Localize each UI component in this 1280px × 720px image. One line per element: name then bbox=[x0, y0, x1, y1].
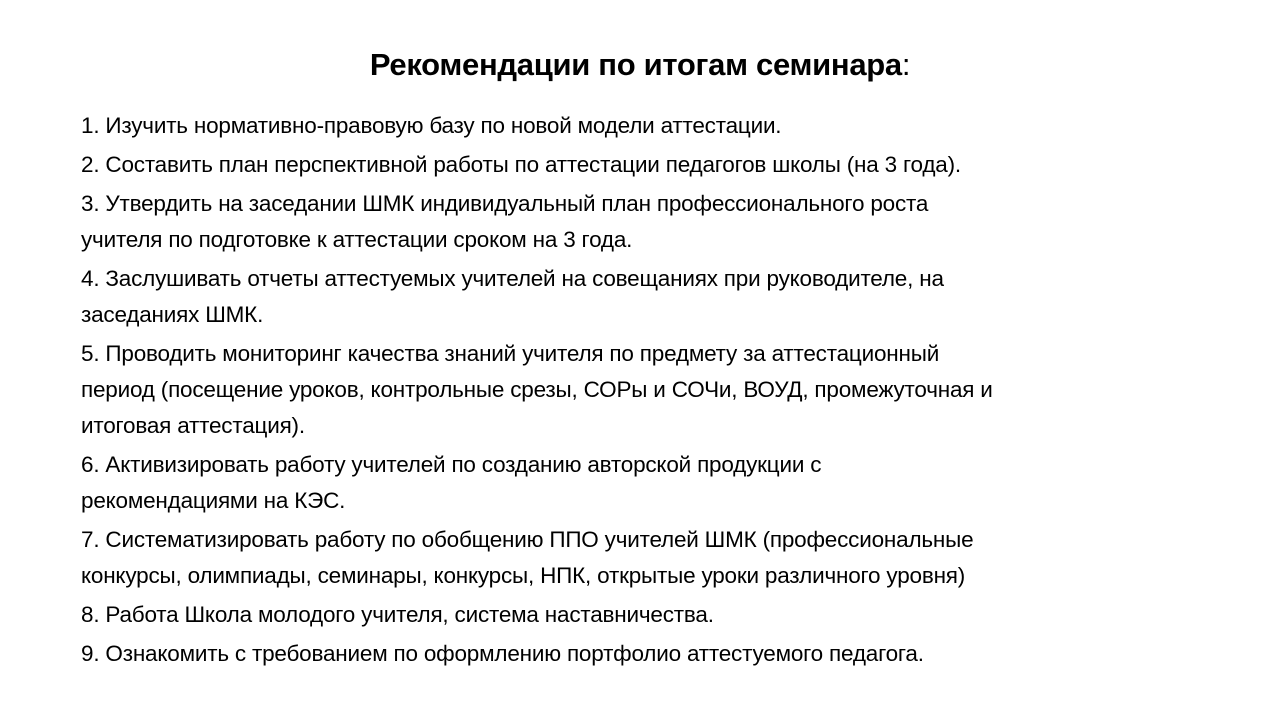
recommendation-item-8 bbox=[81, 597, 1221, 633]
recommendation-line: 2. Составить план перспективной работы по аттестации педагогов школы (на 3 года). bbox=[81, 152, 961, 177]
slide-title-colon: : bbox=[901, 47, 911, 82]
slide-title-text: Рекомендации по итогам семинара bbox=[369, 47, 902, 82]
recommendation-line: 6. Активизировать работу учителей по созданию авторской продукции с bbox=[81, 452, 822, 477]
recommendation-item-5 bbox=[81, 336, 1221, 444]
slide-title bbox=[0, 45, 1280, 85]
recommendation-line: 5. Проводить мониторинг качества знаний учителя по предмету за аттестационный bbox=[81, 341, 940, 366]
recommendation-item-9 bbox=[81, 636, 1221, 672]
recommendation-line: 9. Ознакомить с требованием по оформлению портфолио аттестуемого педагога. bbox=[81, 641, 924, 666]
recommendation-item-2 bbox=[81, 147, 1221, 183]
recommendation-line: учителя по подготовке к аттестации сроком на 3 года. bbox=[81, 227, 633, 252]
recommendation-item-7 bbox=[81, 522, 1221, 594]
recommendation-line: 7. Систематизировать работу по обобщению ППО учителей ШМК (профессиональные bbox=[81, 527, 974, 552]
recommendation-line: заседаниях ШМК. bbox=[81, 302, 264, 327]
recommendation-item-6 bbox=[81, 447, 1221, 519]
recommendations-list bbox=[81, 108, 1221, 675]
recommendation-line: рекомендациями на КЭС. bbox=[81, 488, 346, 513]
recommendation-item-1 bbox=[81, 108, 1221, 144]
recommendation-line: период (посещение уроков, контрольные срезы, СОРы и СОЧи, ВОУД, промежуточная и bbox=[81, 377, 993, 402]
recommendation-item-4 bbox=[81, 261, 1221, 333]
recommendation-line: 1. Изучить нормативно-правовую базу по новой модели аттестации. bbox=[81, 113, 782, 138]
recommendation-item-3 bbox=[81, 186, 1221, 258]
recommendation-line: конкурсы, олимпиады, семинары, конкурсы, НПК, открытые уроки различного уровня) bbox=[81, 563, 966, 588]
recommendation-line: 4. Заслушивать отчеты аттестуемых учителей на совещаниях при руководителе, на bbox=[81, 266, 944, 291]
recommendation-line: 8. Работа Школа молодого учителя, система наставничества. bbox=[81, 602, 714, 627]
recommendation-line: 3. Утвердить на заседании ШМК индивидуальный план профессионального роста bbox=[81, 191, 929, 216]
recommendation-line: итоговая аттестация). bbox=[81, 413, 305, 438]
